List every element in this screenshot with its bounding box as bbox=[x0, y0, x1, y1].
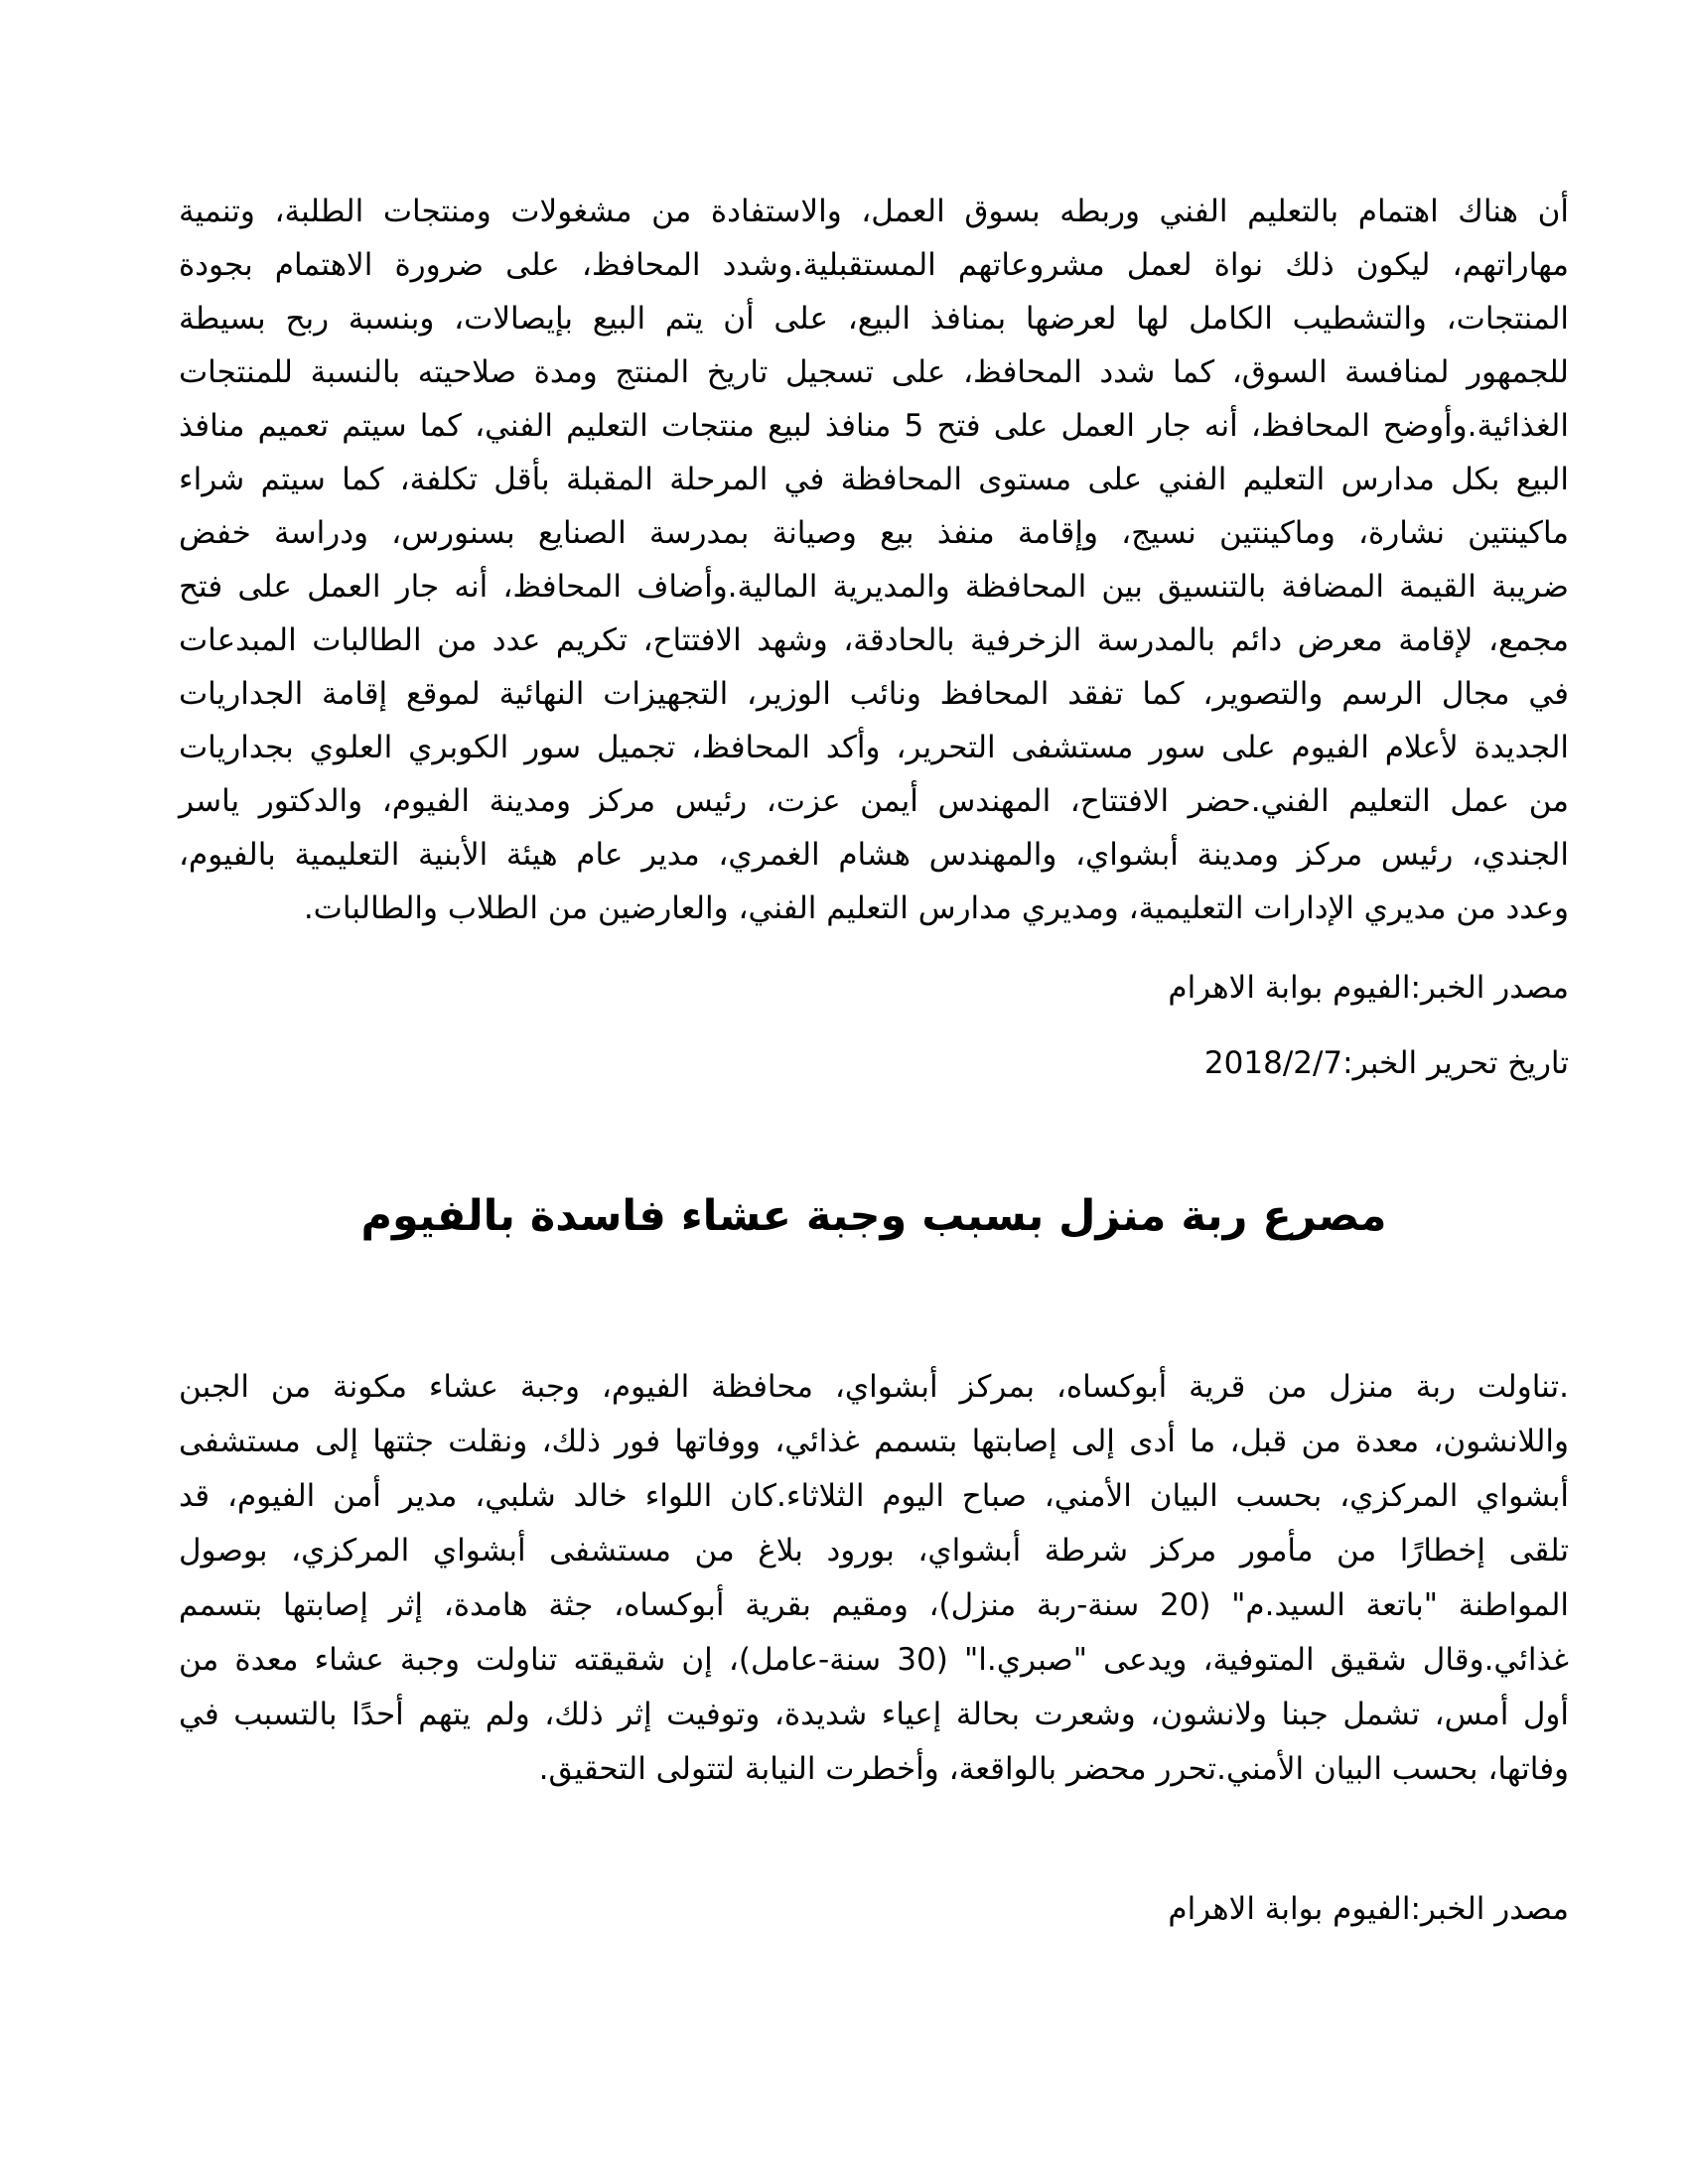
paragraph-line: تلقى إخطارًا من مأمور مركز شرطة أبشواي، بورود بلاغ من مستشفى أبشواي المركزي، بوصول bbox=[179, 1533, 1569, 1569]
paragraph-line: ضريبة القيمة المضافة بالتنسيق بين المحافظة والمديرية المالية.وأضاف المحافظ، أنه جار العمل على فتح bbox=[179, 569, 1569, 605]
paragraph-line: البيع بكل مدارس التعليم الفني على مستوى المحافظة في المرحلة المقبلة بأقل تكلفة، كما سيتم شراء bbox=[179, 462, 1569, 497]
paragraph-line: الغذائية.وأوضح المحافظ، أنه جار العمل على فتح 5 منافذ لبيع منتجات التعليم الفني، كما سيتم تعميم منافذ bbox=[179, 408, 1569, 444]
paragraph-line: في مجال الرسم والتصوير، كما تفقد المحافظ ونائب الوزير، التجهيزات النهائية لموقع إقامة الجداريات bbox=[179, 676, 1569, 712]
article1-source-line: مصدر الخبر:الفيوم بوابة الاهرام bbox=[1168, 970, 1569, 1006]
article2-body-paragraph bbox=[179, 1360, 1569, 1797]
article1-date-line: تاريخ تحرير الخبر:2018/2/7 bbox=[1203, 1045, 1569, 1081]
paragraph-line: الجندي، رئيس مركز ومدينة أبشواي، والمهندس هشام الغمري، مدير عام هيئة الأبنية التعليمية بالفيوم، bbox=[179, 837, 1569, 873]
paragraph-line: مجمع، لإقامة معرض دائم بالمدرسة الزخرفية بالحادقة، وشهد الافتتاح، تكريم عدد من الطالبات المبدعات bbox=[179, 622, 1569, 658]
article2-source-line: مصدر الخبر:الفيوم بوابة الاهرام bbox=[1168, 1891, 1569, 1927]
paragraph-line: ماكينتين نشارة، وماكينتين نسيج، وإقامة منفذ بيع وصيانة بمدرسة الصنايع بسنورس، ودراسة خفض bbox=[179, 515, 1569, 551]
paragraph-line: وفاتها، بحسب البيان الأمني.تحرر محضر بالواقعة، وأخطرت النيابة لتتولى التحقيق. bbox=[538, 1751, 1569, 1787]
paragraph-line: المنتجات، والتشطيب الكامل لها لعرضها بمنافذ البيع، على أن يتم البيع بإيصالات، وبنسبة ربح بسيطة bbox=[179, 301, 1569, 337]
article2-title: مصرع ربة منزل بسبب وجبة عشاء فاسدة بالفيوم bbox=[360, 1191, 1387, 1241]
paragraph-line: المواطنة "باتعة السيد.م" (20 سنة-ربة منزل)، ومقيم بقرية أبوكساه، جثة هامدة، إثر إصابتها بتسمم bbox=[179, 1587, 1569, 1623]
article1-body-paragraph bbox=[179, 185, 1569, 935]
paragraph-line: أول أمس، تشمل جبنا ولانشون، وشعرت بحالة إعياء شديدة، وتوفيت إثر ذلك، ولم يتهم أحدًا بالتسبب في bbox=[179, 1697, 1569, 1732]
paragraph-line: مهاراتهم، ليكون ذلك نواة لعمل مشروعاتهم المستقبلية.وشدد المحافظ، على ضرورة الاهتمام بجودة bbox=[179, 247, 1569, 283]
paragraph-line: غذائي.وقال شقيق المتوفية، ويدعى "صبري.ا" (30 سنة-عامل)، إن شقيقته تناولت وجبة عشاء معدة من bbox=[179, 1642, 1569, 1678]
paragraph-line: واللانشون، معدة من قبل، ما أدى إلى إصابتها بتسمم غذائي، ووفاتها فور ذلك، ونقلت جثتها إلى مستشفى bbox=[179, 1424, 1569, 1459]
paragraph-line: .تناولت ربة منزل من قرية أبوكساه، بمركز أبشواي، محافظة الفيوم، وجبة عشاء مكونة من الجبن bbox=[179, 1369, 1569, 1405]
document-content bbox=[0, 185, 1688, 1936]
paragraph-line: للجمهور لمنافسة السوق، كما شدد المحافظ، على تسجيل تاريخ المنتج ومدة صلاحيته بالنسبة للمنتجات bbox=[179, 354, 1569, 390]
paragraph-line: أن هناك اهتمام بالتعليم الفني وربطه بسوق العمل، والاستفادة من مشغولات ومنتجات الطلبة، وتنمية bbox=[179, 194, 1569, 229]
paragraph-line: أبشواي المركزي، بحسب البيان الأمني، صباح اليوم الثلاثاء.كان اللواء خالد شلبي، مدير أمن الفيوم، قد bbox=[179, 1478, 1569, 1514]
paragraph-line: وعدد من مديري الإدارات التعليمية، ومديري مدارس التعليم الفني، والعارضين من الطلاب والطالبات. bbox=[303, 890, 1569, 926]
paragraph-line: من عمل التعليم الفني.حضر الافتتاح، المهندس أيمن عزت، رئيس مركز ومدينة الفيوم، والدكتور ياسر bbox=[179, 783, 1569, 819]
paragraph-line: الجديدة لأعلام الفيوم على سور مستشفى التحرير، وأكد المحافظ، تجميل سور الكوبري العلوي بجداريات bbox=[179, 730, 1569, 765]
